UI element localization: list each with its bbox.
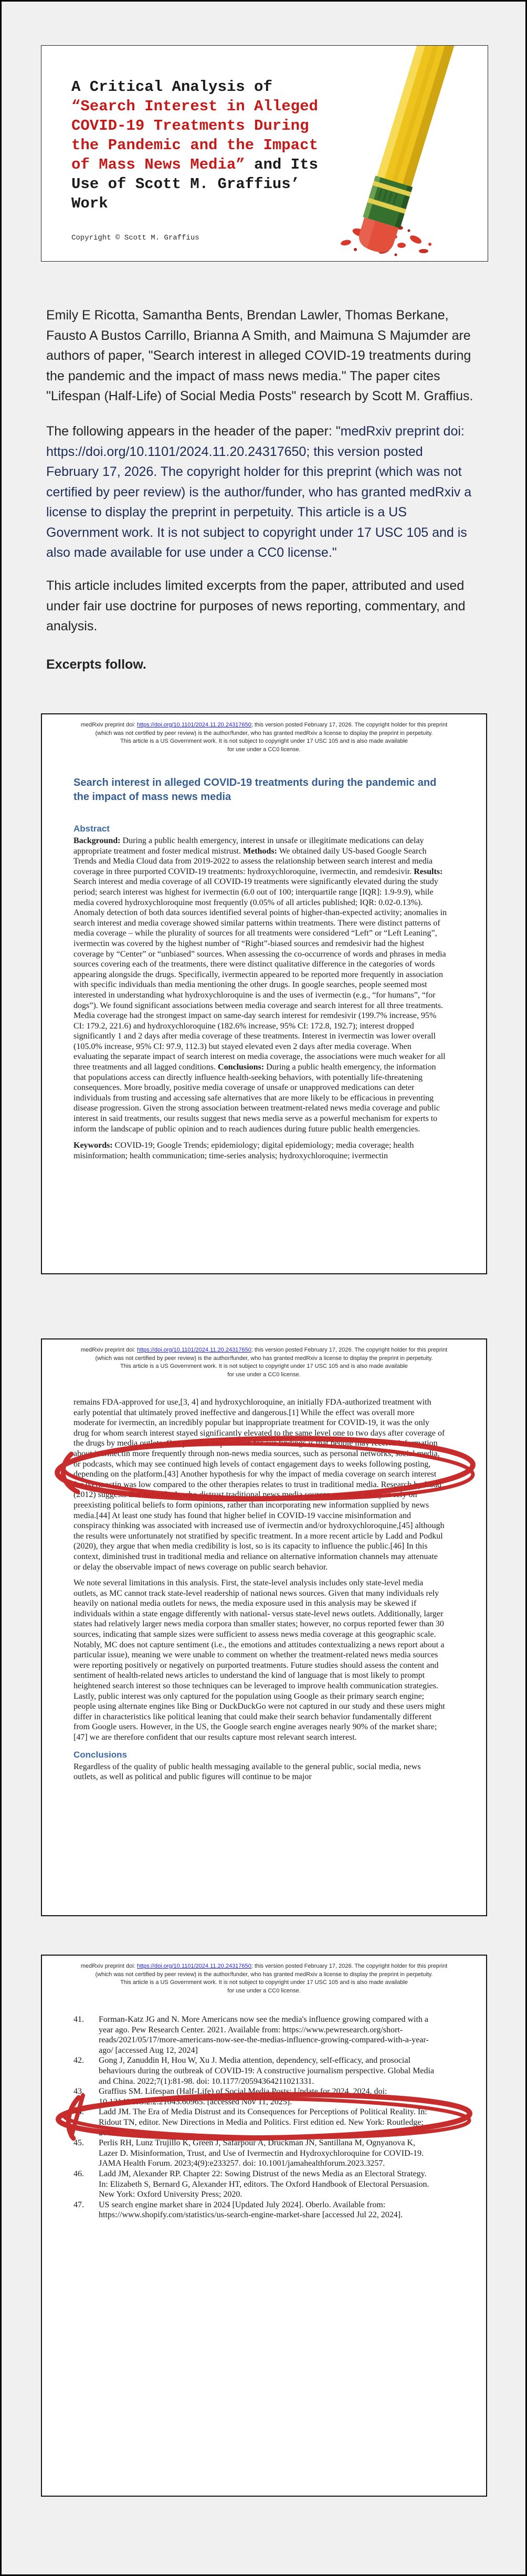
paper-screenshot-discussion-page xyxy=(41,1338,487,1916)
reference-number: 47. xyxy=(73,2200,84,2209)
paper-title: Search interest in alleged COVID-19 treatments during the pandemic and the impact of mass news media xyxy=(73,777,437,803)
text-segment: Background: xyxy=(73,836,121,845)
medrxiv-preprint-header xyxy=(42,1346,486,1379)
pencil-shaft-icon xyxy=(354,46,470,256)
medrxiv-header-line1 xyxy=(42,721,486,730)
hero-title xyxy=(71,77,337,213)
reference-text: Ladd JM, Alexander RP. Chapter 22: Sowing Distrust of the news Media as an Electoral Strategy. In: Elizabeth S, Bernard G, Alexander HT, editors. The Oxford Handbook of Electoral Persuasion. New York: Oxford University Press; 2020. xyxy=(99,2169,429,2199)
text-segment: During a public health emergency, the information that populations access can directly influence health-seeking behaviors, with potentially life-threatening consequences. More broadly, positive media coverage of unsafe or unapproved medications can deter individuals from trusting and accessing safe alternatives that are more likely to be efficacious in preventing disease progression. Given the strong association between treatment-related news media coverage and public interest in said treatments, our results suggest that news media serve as a powerful mechanism for experts to inform the landscape of public opinion and to reach audiences during future public health emergencies. xyxy=(73,1063,440,1134)
doi-link[interactable]: https://doi.org/10.1101/2024.11.20.24317650 xyxy=(136,1347,251,1353)
text-segment: ; this version posted February 17, 2026. The copyright holder for this preprint (which was not certified by peer review) is the author/funder, who has granted medRxiv a license to display the preprint in perpetuity. This article is a US Government work. It is not subject to copyright under 17 USC 105 and is also made available for use under a CC0 license." xyxy=(46,444,472,560)
text-segment: COVID-19; Google Trends; epidemiology; digital epidemiology; media coverage; health misinformation; health communication; time-series analysis; hydroxychloroquine; ivermectin xyxy=(73,1141,414,1160)
reference-number: 42. xyxy=(73,2056,84,2065)
medrxiv-header-line3: This article is a US Government work. It is not subject to copyright under 17 USC 105 and is also made available xyxy=(120,1363,408,1369)
medrxiv-preprint-header xyxy=(42,1962,486,1995)
medrxiv-header-line2: (which was not certified by peer review) is the author/funder, who has granted medRxiv a license to display the preprint in perpetuity. xyxy=(95,1355,433,1362)
article-paragraph-excerpts-follow: Excerpts follow. xyxy=(46,657,146,672)
reference-text: Perlis RH, Lunz Trujillo K, Green J, Safarpour A, Druckman JN, Santillana M, Ognyanova K, Lazer D. Misinformation, Trust, and Use of Ivermectin and Hydroxychloroquine for COVID-19. JAMA Health Forum. 2023;4(9):e233257. doi: 10.1001/jamahealthforum.2023.3257. xyxy=(99,2138,424,2168)
text-segment: During a public health emergency, interest in unsafe or illegitimate medications can delay appropriate treatment and foster medical mistrust. xyxy=(73,836,424,856)
reference-text: US search engine market share in 2024 [Updated July 2024]. Oberlo. Available from: https://www.shopify.com/statistics/us-search-engine-market-share [accessed Jul 22, 2024]. xyxy=(99,2200,403,2220)
discussion-paragraph: remains FDA-approved for use,[3, 4] and hydroxychloroquine, an initially FDA-authorized treatment with early potential that ultimately proved ineffective and dangerous.[1] While the effect was overall more moderate for ivermectin, an incredibly popular but inappropriate treatment for COVID-19, it was the only drug for whom search interest stayed significantly elevated to the same level one to two days after coverage of the drugs by media outlets. One possible explanation for our findings is that people may receive information about ivermectin more frequently through non-news media sources, such as personal networks, social media, or podcasts, which may see continued high levels of contact engagement days to weeks following posting, depending on the platform.[43] Another hypothesis for why the impact of media coverage on search interest for ivermectin was low compared to the other therapies relates to trust in traditional media. Research by Ladd (2012) suggests that individuals who distrust traditional news media sources are more likely to rely on preexisting political beliefs to form opinions, rather than incorporating new information supplied by news media.[44] At least one study has found that higher belief in COVID-19 vaccine misinformation and conspiracy thinking was associated with increased use of ivermectin and/or hydroxychloroquine,[45] although the results were unfortunately not stratified by specific treatment. In a more recent article by Ladd and Podkul (2020), they argue that when media credibility is lost, so is its capacity to influence the public.[46] In this context, diminished trust in traditional media and reliance on alternative information channels may attenuate or delay the observable impact of news coverage on public search behavior. xyxy=(73,1398,445,1572)
reference-item xyxy=(73,2138,449,2169)
text-segment: ; this version posted February 17, 2026. The copyright holder for this preprint xyxy=(251,1963,448,1969)
text-segment: Conclusions: xyxy=(218,1063,265,1072)
reference-item xyxy=(73,2107,449,2138)
medrxiv-header-line3: This article is a US Government work. It is not subject to copyright under 17 USC 105 and is also made available xyxy=(120,1979,408,1986)
doi-link[interactable]: https://doi.org/10.1101/2024.11.20.24317650 xyxy=(46,444,307,459)
conclusions-paragraph: Regardless of the quality of public health messaging available to the general public, social media, news outlets, as well as political and public figures will continue to be major xyxy=(73,1762,421,1782)
text-segment: Methods: xyxy=(243,846,277,856)
reference-text: Graffius SM. Lifespan (Half-Life) of Social Media Posts: Update for 2024. 2024. doi: 10.13140/RG.2.2.21043.60965. [accessed Nov 11, 2025]. xyxy=(99,2087,387,2106)
text-segment: medRxiv preprint doi: xyxy=(340,424,465,439)
reference-item xyxy=(73,2014,449,2055)
references-list xyxy=(73,2014,449,2220)
text-segment: ; this version posted February 17, 2026. The copyright holder for this preprint xyxy=(251,722,448,728)
medrxiv-header-line1 xyxy=(42,1346,486,1355)
reference-number: 44. xyxy=(73,2107,84,2117)
text-segment: “Search Interest in Alleged COVID-19 Treatments During the Pandemic and the Impact of Mass News Media” xyxy=(71,98,318,173)
text-segment: We obtained daily US-based Google Search Trends and Media Cloud data from 2019-2022 to assess the relationship between search interest and media coverage in three purported COVID-19 treatments: hydroxychloroquine, ivermectin, and remdesivir. xyxy=(73,846,433,876)
medrxiv-header-line4: for use under a CC0 license. xyxy=(227,746,301,753)
doi-link[interactable]: https://doi.org/10.1101/2024.11.20.24317650 xyxy=(136,1963,251,1969)
medrxiv-header-line4: for use under a CC0 license. xyxy=(227,1987,301,1994)
keywords-text xyxy=(73,1140,447,1161)
reference-number: 46. xyxy=(73,2169,84,2178)
abstract-text xyxy=(73,836,447,1134)
abstract-heading: Abstract xyxy=(73,824,110,834)
text-segment: and Its Use of Scott M. Graffius’ Work xyxy=(71,156,318,212)
text-segment: A Critical Analysis of xyxy=(71,78,272,96)
medrxiv-header-line2: (which was not certified by peer review) is the author/funder, who has granted medRxiv a license to display the preprint in perpetuity. xyxy=(95,1971,433,1978)
text-segment: medRxiv preprint doi: xyxy=(80,1963,137,1969)
paper-screenshot-references-page xyxy=(41,1955,487,2497)
reference-item xyxy=(73,2055,449,2086)
text-segment: Keywords: xyxy=(73,1141,113,1150)
hero-banner-image xyxy=(41,45,488,262)
text-segment: medRxiv preprint doi: xyxy=(80,722,137,728)
reference-item xyxy=(73,2086,449,2107)
reference-text: Gong J, Zanuddin H, Hou W, Xu J. Media attention, dependency, self-efficacy, and prosocial behaviours during the outbreak of COVID-19: A constructive journalism perspective. Global Media and China. 2022;7(1):81-98. doi: 10.1177/20594364211021331. xyxy=(99,2056,434,2086)
article-paragraph-header-quote xyxy=(46,421,473,563)
reference-number: 43. xyxy=(73,2087,84,2096)
limitations-paragraph: We note several limitations in this analysis. First, the state-level analysis includes only state-level media outlets, as MC cannot track state-level readership of national news sources. Given that many individuals rely heavily on national media outlets for news, the media exposure used in this analysis may be skewed if individuals within a state engage differently with national- versus state-level news outlets. Additionally, larger states had relatively larger news media corpora than smaller states; however, no corpus reported fewer than 30 sources, indicating that sample sizes were sufficient to assess news media coverage at this geographic scale. Notably, MC does not capture sentiment (i.e., the emotions and attitudes contextualizing a news report about a particular issue), meaning we were unable to comment on whether the treatment-related news media sources were reporting positively or negatively on purported treatments. Future studies should assess the content and sentiment of health-related news articles to understand the kind of language that is most likely to prompt heightened search interest so those techniques can be leveraged to improve health communication strategies. Lastly, public interest was only captured for the population using Google as their primary search engine; people using alternate engines like Bing or DuckDuckGo were not captured in our study and these users might differ in characteristics like political leaning that could make their search behavior fundamentally different from Google users. However, in the US, the Google search engine averages nearly 90% of the market share;[47] we are therefore confident that our results capture most relevant search interest. xyxy=(73,1578,445,1742)
medrxiv-header-line4: for use under a CC0 license. xyxy=(227,1371,301,1378)
text-segment: Results: xyxy=(414,867,443,876)
text-segment: medRxiv preprint doi: xyxy=(80,1347,137,1353)
reference-text: Forman-Katz JG and N. More Americans now see the media's influence growing compared with a year ago. Pew Research Center. 2021. Available from: https://www.pewresearch.org/short-reads/2021/05/17/more-americans-now-see-the-medias-influence-growing-compared-with-a-year-ago/ [accessed Aug 12, 2024] xyxy=(99,2015,429,2055)
reference-number: 41. xyxy=(73,2015,84,2024)
text-segment: The following appears in the header of the paper: " xyxy=(46,424,341,439)
text-segment: ; this version posted February 17, 2026. The copyright holder for this preprint xyxy=(251,1347,448,1353)
reference-item xyxy=(73,2200,449,2220)
medrxiv-header-line2: (which was not certified by peer review) is the author/funder, who has granted medRxiv a license to display the preprint in perpetuity. xyxy=(95,730,433,736)
reference-text: Ladd JM. The Era of Media Distrust and its Consequences for Perceptions of Political Reality. In: Ridout TN, editor. New Directions in Media and Politics. First edition ed. New York: Routledge; 2012. xyxy=(99,2107,427,2137)
text-segment: Search interest and media coverage of all COVID-19 treatments were significantly elevated during the study period; search interest was highest for ivermectin (6.0 out of 100; interquartile range [IQR]: 1.9-9.9), while media covered hydroxychloroquine most frequently (0.05% of all articles published; IQR: 0.02-0.13%). Anomaly detection of both data sources identified several points of higher-than-expected activity; anomalies in search interest and media coverage showed similar patterns within treatments. There were distinct patterns of media coverage – while the plurality of sources for all treatments were considered “Left” or “Left Leaning”, ivermectin was covered by the highest number of “Right”-biased sources and remdesivir had the highest coverage by “Center” or “unbiased” sources. When assessing the co-occurrence of words and phrases in media sources covering each of the treatments, there were distinct qualitative difference in the categories of words appearing alongside the drugs. Specifically, ivermectin appeared to be reported more frequently in association with specific individuals than media mentioning the other drugs. In google searches, people seemed most interested in understanding what hydroxychloroquine is and the uses of ivermectin (e.g., “for humans”, “for dogs”). We found significant associations between media coverage and search interest for all three treatments. Media coverage had the strongest impact on same-day search interest for remdesivir (199.7% increase, 95% CI: 179.2, 221.6) and hydroxychloroquine (182.6% increase, 95% CI: 172.8, 192.7); interest dropped significantly 1 and 2 days after media coverage of these treatments. Interest in ivermectin was lower overall (105.0% increase, 95% CI: 97.9, 112.3) but stayed elevated even 2 days after media coverage. When evaluating the separate impact of search interest on media coverage, the associations were much weaker for all three treatments and all lagged conditions. xyxy=(73,877,447,1072)
reference-number: 45. xyxy=(73,2138,84,2148)
doi-link[interactable]: https://doi.org/10.1101/2024.11.20.24317650 xyxy=(136,722,251,728)
paper-screenshot-abstract-page xyxy=(41,713,487,1274)
medrxiv-header-line3: This article is a US Government work. It is not subject to copyright under 17 USC 105 and is also made available xyxy=(120,738,408,744)
medrxiv-header-line1 xyxy=(42,1962,486,1971)
hero-copyright: Copyright © Scott M. Graffius xyxy=(71,234,199,242)
article-paragraph-authors: Emily E Ricotta, Samantha Bents, Brendan Lawler, Thomas Berkane, Fausto A Bustos Carrillo, Brianna A Smith, and Maimuna S Majumder are authors of paper, "Search interest in alleged COVID-19 treatments during the pandemic and the impact of mass news media." The paper cites "Lifespan (Half-Life) of Social Media Posts" research by Scott M. Graffius. xyxy=(46,308,473,403)
article-paragraph-fair-use: This article includes limited excerpts from the paper, attributed and used under fair use doctrine for purposes of news reporting, commentary, and analysis. xyxy=(46,578,466,633)
medrxiv-preprint-header xyxy=(42,721,486,754)
reference-item xyxy=(73,2169,449,2200)
conclusions-heading: Conclusions xyxy=(73,1749,128,1760)
